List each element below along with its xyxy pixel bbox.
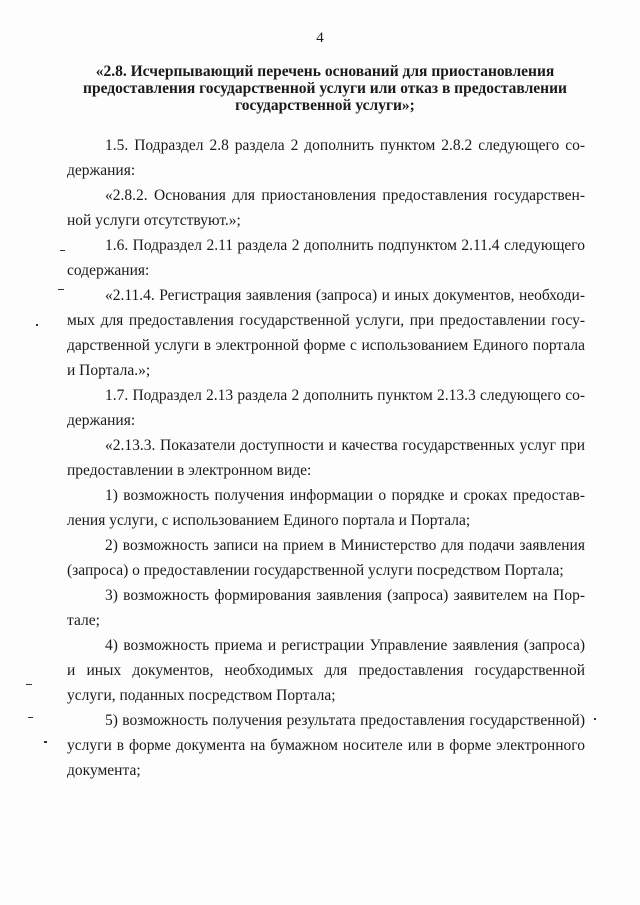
text-line: дарственной услуги в электронной форме с использованием Единого портала: [67, 337, 585, 354]
paragraph: [67, 383, 585, 433]
text-line: ной услуги отсутствуют.»;: [67, 212, 241, 229]
text-line: 3) возможность формирования заявления (запроса) заявителем на Пор-: [105, 587, 585, 604]
text-line: 1) возможность получения информации о порядке и сроках предостав-: [105, 487, 585, 504]
paragraph: [67, 183, 585, 233]
text-line: 1.6. Подраздел 2.11 раздела 2 дополнить подпунктом 2.11.4 следующего: [105, 237, 585, 254]
text-line: услуги, поданных посредством Портала;: [67, 687, 336, 704]
scan-speck: [28, 717, 33, 718]
paragraph: [67, 283, 585, 383]
text-line: 4) возможность приема и регистрации Управление заявления (запроса): [105, 637, 585, 654]
heading-line: государственной услуги»;: [235, 97, 415, 114]
text-line: 5) возможность получения результата предоставления государственной): [105, 712, 585, 729]
text-line: содержания:: [67, 262, 150, 279]
text-line: (запроса) о предоставлении государственной услуги посредством Портала;: [67, 562, 564, 579]
text-line: «2.13.3. Показатели доступности и качества государственных услуг при: [105, 437, 585, 454]
heading-line: предоставления государственной услуги или отказ в предоставлении: [83, 80, 567, 97]
text-line: и иных документов, необходимых для предоставления государственной: [67, 662, 585, 679]
text-line: и Портала.»;: [67, 362, 151, 379]
text-line: 1.7. Подраздел 2.13 раздела 2 дополнить пунктом 2.13.3 следующего со-: [105, 387, 585, 404]
scan-speck: [60, 250, 65, 251]
text-line: тале;: [67, 612, 100, 629]
text-line: держания:: [67, 162, 136, 179]
scan-speck: [26, 684, 32, 685]
list-item: [67, 583, 585, 633]
list-item: [67, 633, 585, 708]
list-item: [67, 483, 585, 533]
text-line: услуги в форме документа на бумажном носителе или в форме электронного: [67, 737, 585, 754]
page-number: 4: [316, 30, 324, 46]
paragraph: [67, 233, 585, 283]
text-line: «2.11.4. Регистрация заявления (запроса) и иных документов, необходи-: [105, 287, 585, 304]
scan-speck: [36, 324, 38, 326]
scan-speck: [58, 289, 64, 290]
text-line: ления услуги, с использованием Единого портала и Портала;: [67, 512, 471, 529]
text-line: держания:: [67, 412, 136, 429]
text-line: мых для предоставления государственной услуги, при предоставлении госу-: [67, 312, 585, 329]
text-line: «2.8.2. Основания для приостановления предоставления государствен-: [105, 187, 585, 204]
scan-speck: [44, 741, 47, 743]
heading-line: «2.8. Исчерпывающий перечень оснований для приостановления: [95, 63, 555, 80]
text-line: предоставлении в электронном виде:: [67, 462, 312, 479]
document-body: [67, 133, 585, 783]
text-line: документа;: [67, 762, 141, 779]
list-item: [67, 533, 585, 583]
paragraph: [67, 433, 585, 483]
list-item: [67, 708, 585, 783]
text-line: 2) возможность записи на прием в Министерство для подачи заявления: [105, 537, 585, 554]
section-heading: [70, 63, 580, 114]
paragraph: [67, 133, 585, 183]
text-line: 1.5. Подраздел 2.8 раздела 2 дополнить пунктом 2.8.2 следующего со-: [105, 137, 585, 154]
scan-speck: [594, 718, 596, 720]
